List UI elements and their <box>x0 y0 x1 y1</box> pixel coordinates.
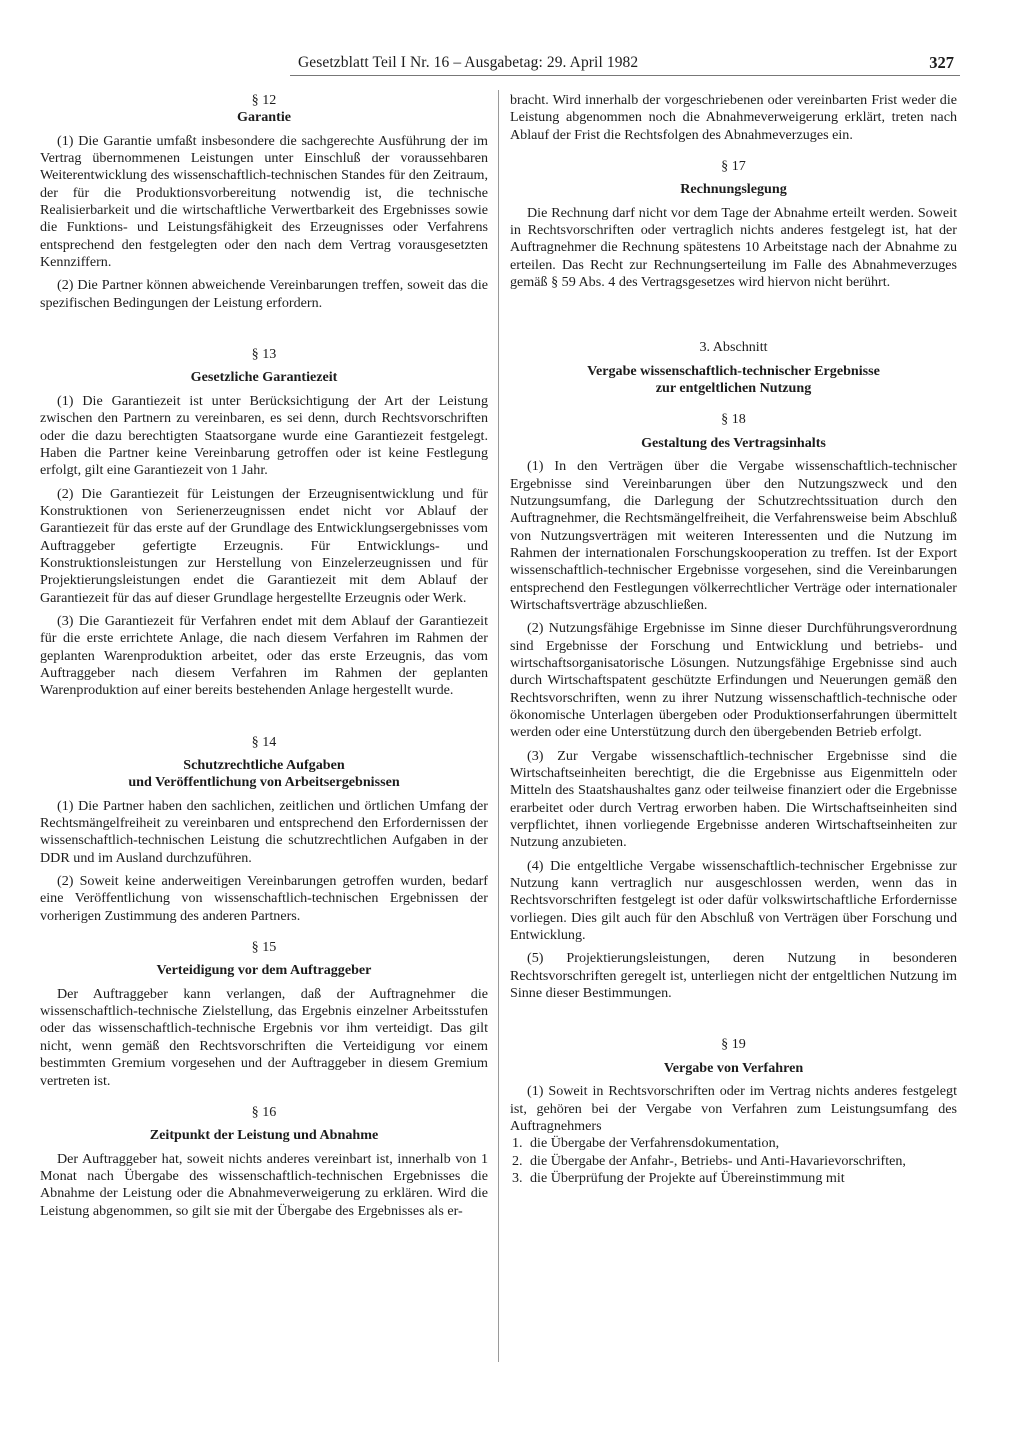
section-number: § 16 <box>251 1103 277 1120</box>
section-number: § 15 <box>251 939 277 956</box>
paragraph: (1) Soweit in Rechtsvorschriften oder im Vertrag nichts anderes festgelegt ist, gehören bei der Vergabe von Verfahren zum Leistungsumfang des Auftragnehmers <box>510 1083 957 1134</box>
paragraph: Der Auftraggeber kann verlangen, daß der Auftragnehmer die wissenschaftlich-technische Zielstellung, das Ergebnis einzelner Arbeitsstufen oder das wissenschaftlich-technische Ergebnis vor ihm verteidigt. Das gilt nicht, wenn gemäß den Rechtsvorschriften die Verteidigung vor einem bestimmten Gremium vorgesehen und der Auftraggeber in diesem Gremium vertreten ist. <box>40 985 488 1089</box>
list-item-number: 1. <box>512 1135 523 1152</box>
section-title: Gestaltung des Vertragsinhalts <box>641 434 826 451</box>
chapter-label: 3. Abschnitt <box>699 339 768 356</box>
section-16 <box>40 1104 488 1220</box>
section-15 <box>40 939 488 1090</box>
section-19 <box>510 1036 957 1187</box>
section-14 <box>40 734 488 925</box>
paragraph: Der Auftraggeber hat, soweit nichts anderes vereinbart ist, innerhalb von 1 Monat nach Übergabe des wissenschaftlich-technischen Ergebnisses die Abnahme der Leistung oder die Abnahmeverweigerung zu erklären. Wird die Leistung abgenommen, so gilt sie mit der Übergabe des Ergebnisses als er- <box>40 1150 488 1219</box>
section-12 <box>40 92 488 312</box>
section-title: Vergabe von Verfahren <box>663 1059 804 1076</box>
section-title: Rechnungslegung <box>680 181 787 198</box>
page-header <box>290 50 960 76</box>
paragraph: (1) Die Partner haben den sachlichen, zeitlichen und örtlichen Umfang der Rechtsmängelfreiheit zu vereinbaren und entsprechend den Erfordernissen der wissenschaftlich-technischen Leistung die schutzrechtlichen Aufgaben in der DDR und im Ausland durchzuführen. <box>40 797 488 866</box>
left-column <box>40 92 488 1220</box>
section-title: Gesetzliche Garantiezeit <box>190 369 338 386</box>
paragraph: (2) Die Garantiezeit für Leistungen der Erzeugnisentwicklung und für Konstruktionen von Serienerzeugnissen endet nicht vor Ablauf der Garantiezeit für das erste auf der Grundlage des Entwicklungsergebnisses vom Auftraggeber gefertigte Erzeugnis. Für Entwicklungs- und Konstruktionsleistungen zur Herstellung von Einzelerzeugnissen und für Projektierungsleistungen endet die Garantiezeit mit dem Ablauf der Garantiezeit für das auf dieser Grundlage hergestellte Erzeugnis oder Werk. <box>40 485 488 606</box>
list-item-number: 2. <box>512 1152 523 1169</box>
enumerated-list <box>510 1135 957 1187</box>
page-number: 327 <box>929 53 954 72</box>
paragraph: (2) Nutzungsfähige Ergebnisse im Sinne dieser Durchführungsverordnung sind Ergebnisse der Forschung und Entwicklung und betriebs- und wirtschaftsorganisatorische Lösungen. Nutzungsfähige Ergebnisse sind auch durch Wirtschaftspatent geschützte Erfindungen und Neuerungen gemäß den Rechtsvorschriften, wenn zu ihrer Nutzung wissenschaftlich-technische oder ökonomische Unterlagen übergeben oder Produktionserfahrungen übermittelt werden oder eine Unterstützung durch den übergebenden Betrieb erfolgt. <box>510 620 957 741</box>
list-item <box>510 1170 957 1187</box>
list-item <box>510 1135 957 1152</box>
section-number: § 14 <box>251 733 277 750</box>
section-title: Garantie <box>236 109 291 126</box>
header-rule <box>290 75 960 76</box>
paragraph: (3) Zur Vergabe wissenschaftlich-technischer Ergebnisse sind die Wirtschaftseinheiten berechtigt, die die Ergebnisse aus Eigenmitteln oder Mitteln des Staatshaushaltes ganz oder teilweise finanziert oder die Ergebnisse erarbeitet oder durch Vertrag erworben haben. Die Wirtschaftseinheiten sind verpflichtet, ihnen vorliegende Ergebnisse anderen Wirtschaftseinheiten zur Nutzung anzubieten. <box>510 747 957 851</box>
list-item-text: die Übergabe der Verfahrensdokumentation, <box>530 1135 780 1152</box>
section-title: Schutzrechtliche Aufgaben <box>183 757 345 773</box>
paragraph-continued: bracht. Wird innerhalb der vorgeschriebenen oder vereinbarten Frist weder die Leistung abgenommen noch die Abnahmeverweigerung erklärt, treten nach Ablauf der Frist die Rechtsfolgen des Abnahmeverzuges ein. <box>510 92 957 143</box>
section-18 <box>510 411 957 1002</box>
paragraph: (5) Projektierungsleistungen, deren Nutzung in besonderen Rechtsvorschriften geregelt ist, unterliegen nicht der entgeltlichen Nutzung im Sinne dieser Bestimmungen. <box>510 950 957 1002</box>
list-item-number: 3. <box>512 1169 523 1186</box>
paragraph: (1) Die Garantie umfaßt insbesondere die sachgerechte Ausführung der im Vertrag übernommenen Leistungen unter Einschluß der voraussehbaren Weiterentwicklung des wissenschaftlich-technischen Standes für den Zeitraum, der für die Produktionsvorbereitung notwendig ist, die technische Realisierbarkeit und die wirtschaftliche Verwertbarkeit des Ergebnisses sowie die Funktions- und Leistungsfähigkeit des Erzeugnisses oder Verfahrens entsprechend den festgelegten oder den nach dem Vertrag vorausgesetzten Kennziffern. <box>40 132 488 271</box>
header-title: Gesetzblatt Teil I Nr. 16 – Ausgabetag: 29. April 1982 <box>298 54 639 71</box>
paragraph: (1) Die Garantiezeit ist unter Berücksichtigung der Art der Leistung zwischen den Partnern zu vereinbaren, es sei denn, durch Rechtsvorschriften oder die dazu berechtigten Staatsorgane wurde eine Garantiezeit festgelegt. Haben die Partner keine Vereinbarung getroffen oder ist keine Festlegung erfolgt, gilt eine Garantiezeit von 1 Jahr. <box>40 392 488 479</box>
chapter-3 <box>510 339 957 397</box>
section-13 <box>40 346 488 700</box>
section-number: § 18 <box>721 411 746 428</box>
chapter-title: zur entgeltlichen Nutzung <box>655 380 812 397</box>
section-title: Zeitpunkt der Leistung und Abnahme <box>149 1127 379 1144</box>
right-column <box>510 92 957 1187</box>
paragraph: Die Rechnung darf nicht vor dem Tage der Abnahme erteilt werden. Soweit in Rechtsvorschriften oder vertraglich nichts anderes festgelegt ist, hat der Auftragnehmer die Rechnung spätestens 10 Arbeitstage nach der Abnahme zu erteilen. Das Recht zur Rechnungserteilung im Falle des Abnahmeverzuges gemäß § 59 Abs. 4 des Vertragsgesetzes wird hiervon nicht berührt. <box>510 204 957 291</box>
paragraph: (4) Die entgeltliche Vergabe wissenschaftlich-technischer Ergebnisse zur Nutzung kann vertraglich nur ausgeschlossen werden, wenn das in Rechtsvorschriften festgelegt ist oder dafür volkswirtschaftliche Erfordernisse vorliegen. Dies gilt auch für den Abschluß von Verträgen über Forschung und Entwicklung. <box>510 857 957 944</box>
paragraph: (3) Die Garantiezeit für Verfahren endet mit dem Ablauf der Garantiezeit für die erste errichtete Anlage, die nach diesem Verfahren im Rahmen der geplanten Warenproduktion arbeitet, oder das erste Erzeugnis, das vom Auftraggeber nach diesem Verfahren im Rahmen der geplanten Warenproduktion auf einer bereits bestehenden Anlage hergestellt wurde. <box>40 612 488 699</box>
section-number: § 12 <box>251 92 277 108</box>
section-number: § 13 <box>251 346 277 363</box>
list-item-text: die Übergabe der Anfahr-, Betriebs- und Anti-Havarievorschriften, <box>530 1152 906 1169</box>
paragraph: (1) In den Verträgen über die Vergabe wissenschaftlich-technischer Ergebnisse sind Vereinbarungen über den Nutzungszweck und den Nutzungsumfang, die Darlegung der Schutzrechtssituation durch den Auftragnehmer, die Rechtsmängelfreiheit, die Verfahrensweise beim Abschluß von Nutzungsverträgen mit weiteren Interessenten und die Nutzung im Rahmen der internationalen Forschungskooperation zu treffen. Ist der Export wissenschaftlich-technischer Ergebnisse vorgesehen, sind die Vereinbarungen entsprechend den Festlegungen völkerrechtlicher Verträge oder internationaler Wirtschaftsverträge abzuschließen. <box>510 458 957 613</box>
chapter-title: Vergabe wissenschaftlich-technischer Ergebnisse <box>587 362 880 379</box>
list-item-text: die Überprüfung der Projekte auf Übereinstimmung mit <box>530 1169 845 1186</box>
paragraph: (2) Soweit keine anderweitigen Vereinbarungen getroffen wurden, bedarf eine Veröffentlichung von wissenschaftlich-technischen Ergebnissen der vorherigen Zustimmung des anderen Partners. <box>40 873 488 924</box>
section-number: § 17 <box>721 158 746 175</box>
section-17 <box>510 158 957 291</box>
list-item <box>510 1153 957 1170</box>
section-number: § 19 <box>721 1036 746 1053</box>
section-title: Verteidigung vor dem Auftraggeber <box>156 962 372 979</box>
column-divider <box>498 90 499 1362</box>
section-title: und Veröffentlichung von Arbeitsergebnissen <box>128 774 400 791</box>
paragraph: (2) Die Partner können abweichende Vereinbarungen treffen, soweit das die spezifischen Bedingungen der Leistung erfordern. <box>40 277 488 311</box>
